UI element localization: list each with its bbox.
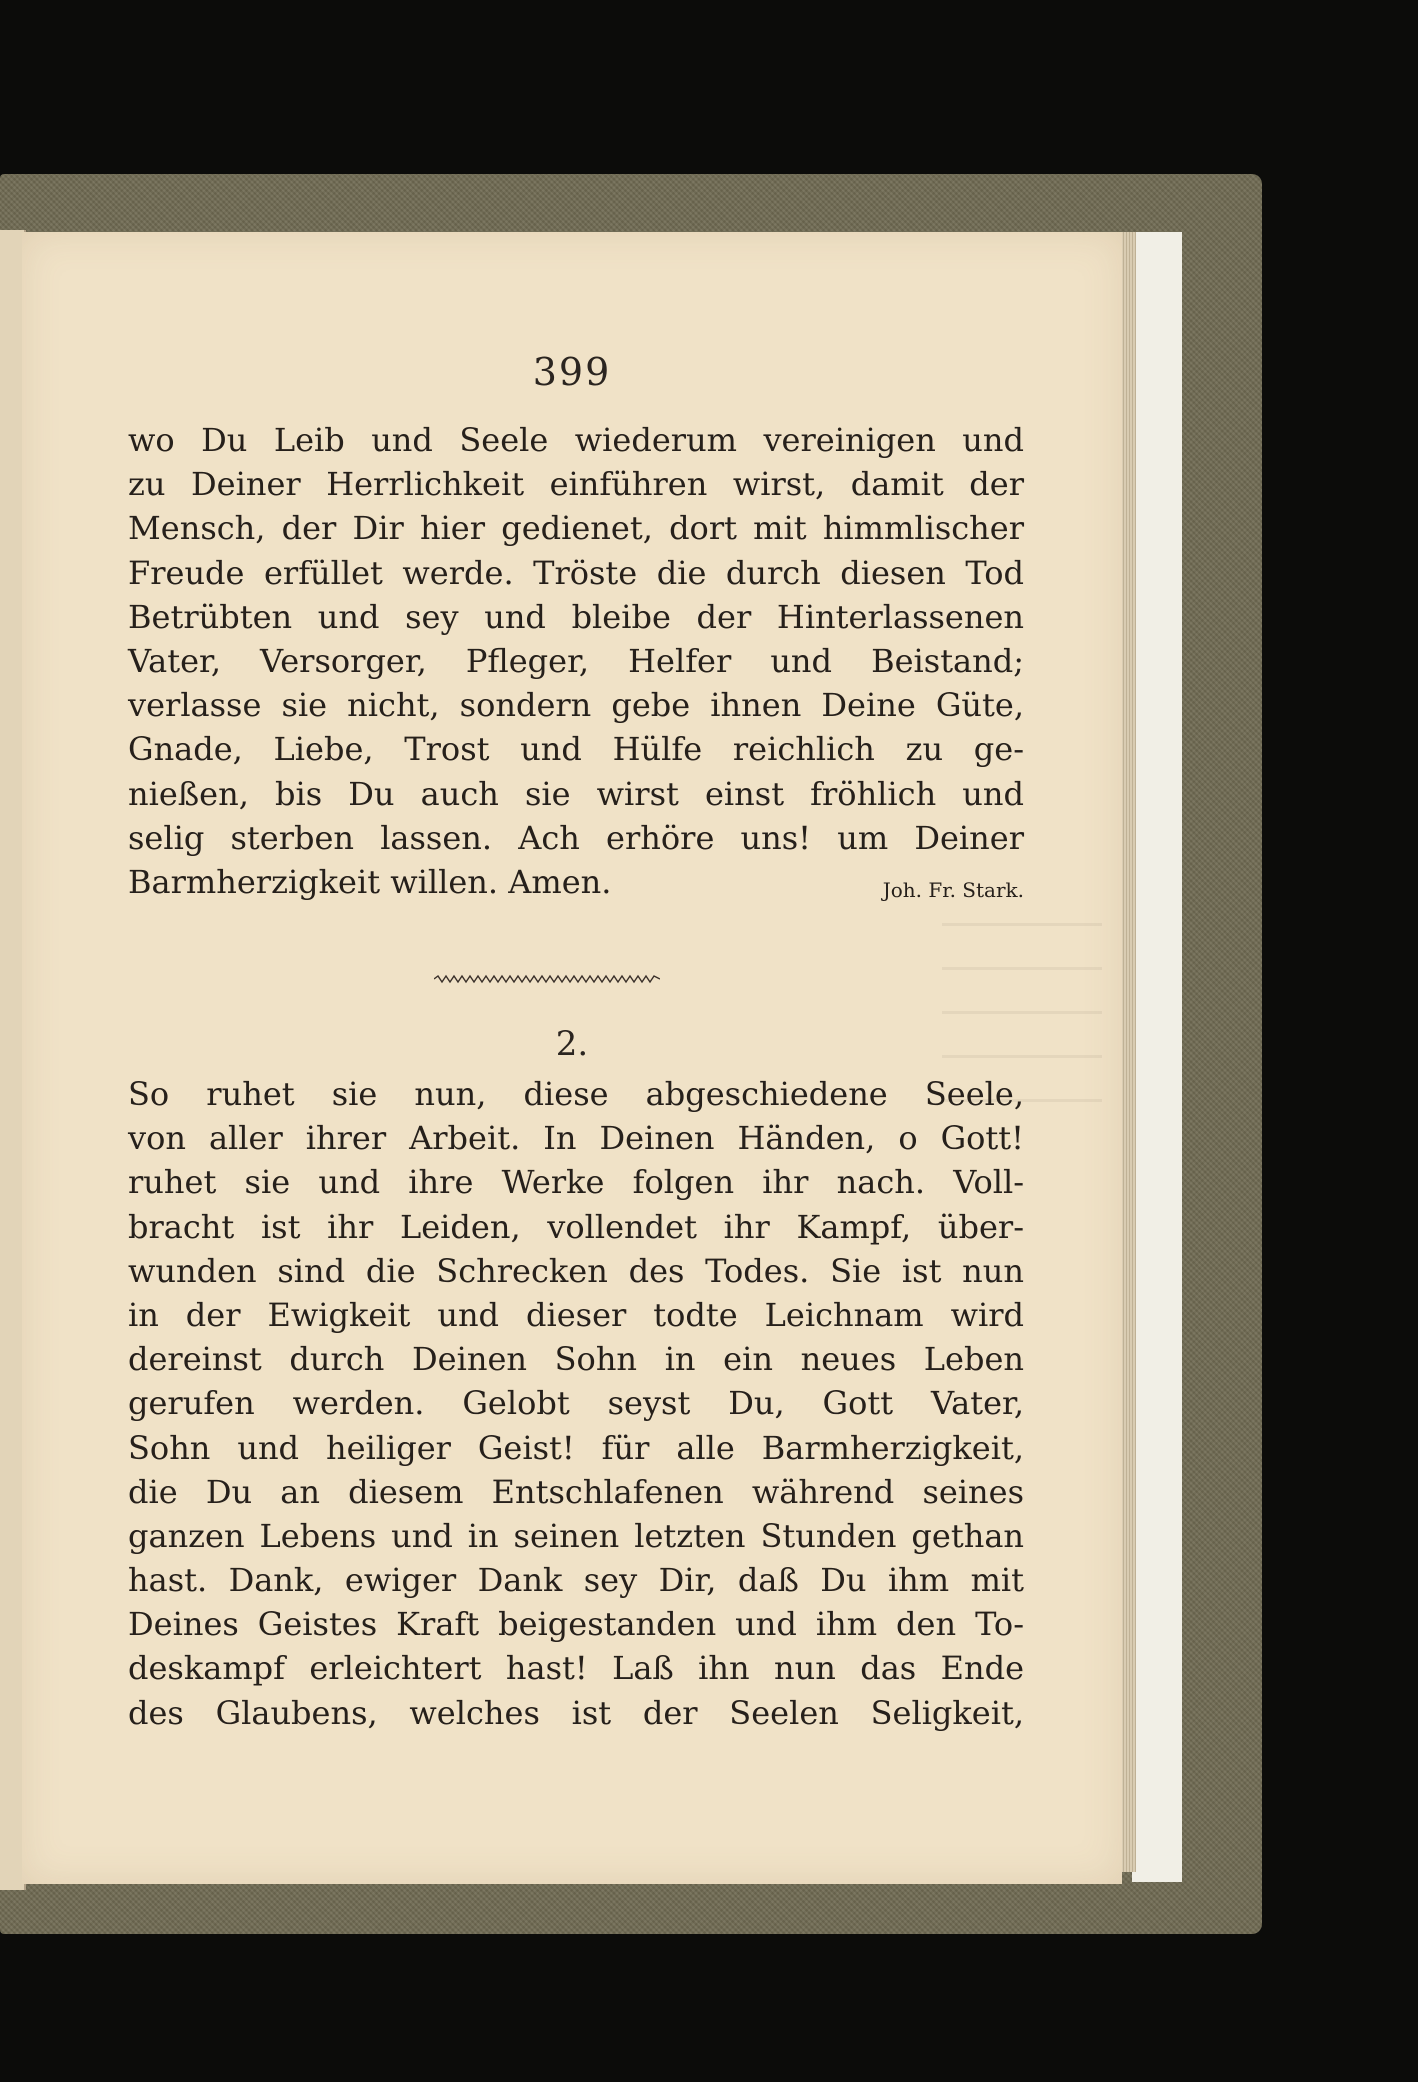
author-attribution: Joh. Fr. Stark. — [882, 878, 1024, 903]
text-line: Deines Geistes Kraft beigestanden und ihm den To- — [128, 1605, 1024, 1644]
text-line: wunden sind die Schrecken des Todes. Sie ist nun — [128, 1251, 1024, 1290]
text-line: nießen, bis Du auch sie wirst einst fröhlich und — [128, 774, 1024, 813]
show-through — [942, 882, 1102, 1102]
text-line: So ruhet sie nun, diese abgeschiedene Seele, — [128, 1075, 1024, 1113]
text-line: wo Du Leib und Seele wiederum vereinigen und — [128, 421, 1024, 459]
text-line: gerufen werden. Gelobt seyst Du, Gott Vater, — [128, 1384, 1024, 1423]
text-line: in der Ewigkeit und dieser todte Leichnam wird — [128, 1295, 1024, 1334]
text-line: ruhet sie und ihre Werke folgen ihr nach. Voll- — [128, 1163, 1024, 1202]
section-divider — [434, 974, 660, 984]
page-number: 399 — [532, 350, 612, 394]
prayer-paragraph-1 — [128, 418, 1024, 904]
text-line: Gnade, Liebe, Trost und Hülfe reichlich zu ge- — [128, 730, 1024, 769]
text-line: die Du an diesem Entschlafenen während seines — [128, 1472, 1024, 1511]
text-line: Mensch, der Dir hier gedienet, dort mit himmlischer — [128, 509, 1024, 548]
text-line: Betrübten und sey und bleibe der Hinterlassenen — [128, 597, 1024, 636]
text-line: selig sterben lassen. Ach erhöre uns! um Deiner — [128, 818, 1024, 857]
closing-line: Barmherzigkeit willen. Amen. — [128, 862, 612, 901]
text-line: zu Deiner Herrlichkeit einführen wirst, damit der — [128, 465, 1024, 504]
text-line: verlasse sie nicht, sondern gebe ihnen Deine Güte, — [128, 686, 1024, 725]
text-line: bracht ist ihr Leiden, vollendet ihr Kampf, über- — [128, 1207, 1024, 1246]
text-line: Sohn und heiliger Geist! für alle Barmherzigkeit, — [128, 1428, 1024, 1467]
section-number: 2. — [555, 1024, 589, 1064]
text-line: dereinst durch Deinen Sohn in ein neues Leben — [128, 1340, 1024, 1379]
backing-strip — [1132, 232, 1182, 1882]
text-line: von aller ihrer Arbeit. In Deinen Händen, o Gott! — [128, 1119, 1024, 1158]
text-line — [128, 860, 1024, 904]
text-line: hast. Dank, ewiger Dank sey Dir, daß Du ihm mit — [128, 1561, 1024, 1600]
text-line: deskampf erleichtert hast! Laß ihn nun das Ende — [128, 1649, 1024, 1688]
text-line: Vater, Versorger, Pfleger, Helfer und Beistand; — [128, 641, 1024, 680]
text-line: Freude erfüllet werde. Tröste die durch diesen Tod — [128, 553, 1024, 592]
book-page — [22, 232, 1122, 1884]
prayer-paragraph-2 — [128, 1072, 1024, 1735]
text-line: des Glaubens, welches ist der Seelen Seligkeit, — [128, 1693, 1024, 1732]
text-line: ganzen Lebens und in seinen letzten Stunden gethan — [128, 1516, 1024, 1555]
